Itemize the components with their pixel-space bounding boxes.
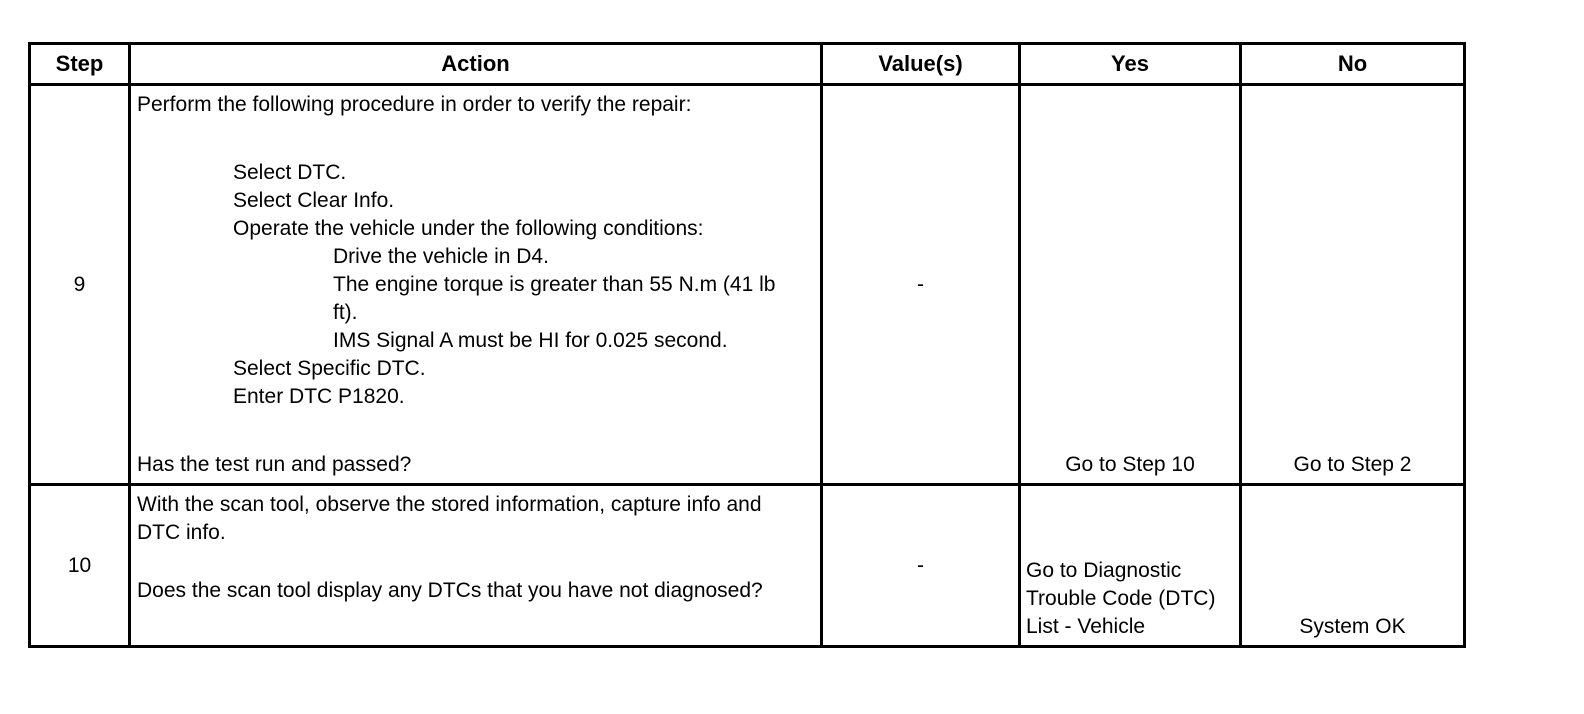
no-cell: Go to Step 2 — [1241, 85, 1465, 485]
header-row — [30, 44, 1465, 85]
value-cell: - — [822, 85, 1020, 485]
header-yes: Yes — [1020, 44, 1241, 85]
procedure-step: Enter DTC P1820. — [233, 385, 405, 408]
action-cell — [130, 485, 822, 647]
header-values: Value(s) — [822, 44, 1020, 85]
action-intro: With the scan tool, observe the stored information, capture info and DTC info. — [137, 493, 762, 544]
table-row — [30, 485, 1465, 647]
action-question: Does the scan tool display any DTCs that you have not diagnosed? — [137, 579, 763, 602]
header-action: Action — [130, 44, 822, 85]
condition-item: IMS Signal A must be HI for 0.025 second. — [333, 329, 728, 352]
diagnostic-table — [28, 42, 1466, 648]
step-number: 9 — [30, 85, 130, 485]
action-cell — [130, 85, 822, 485]
procedure-step: Select Specific DTC. — [233, 357, 426, 380]
header-no: No — [1241, 44, 1465, 85]
procedure-step: Operate the vehicle under the following conditions: — [233, 217, 704, 240]
no-cell: System OK — [1241, 485, 1465, 647]
step-number: 10 — [30, 485, 130, 647]
condition-item: The engine torque is greater than 55 N.m (41 lb ft). — [333, 273, 776, 324]
action-intro: Perform the following procedure in order to verify the repair: — [137, 93, 692, 116]
procedure-step: Select DTC. — [233, 161, 347, 184]
condition-item: Drive the vehicle in D4. — [333, 245, 549, 268]
table-row — [30, 85, 1465, 485]
value-cell: - — [822, 485, 1020, 647]
action-question: Has the test run and passed? — [137, 453, 412, 476]
header-step: Step — [30, 44, 130, 85]
procedure-step: Select Clear Info. — [233, 189, 395, 212]
yes-cell: Go to Step 10 — [1020, 85, 1241, 485]
yes-cell-text: Go to Diagnostic Trouble Code (DTC) List - Vehicle — [1026, 559, 1216, 638]
yes-cell — [1020, 485, 1241, 647]
